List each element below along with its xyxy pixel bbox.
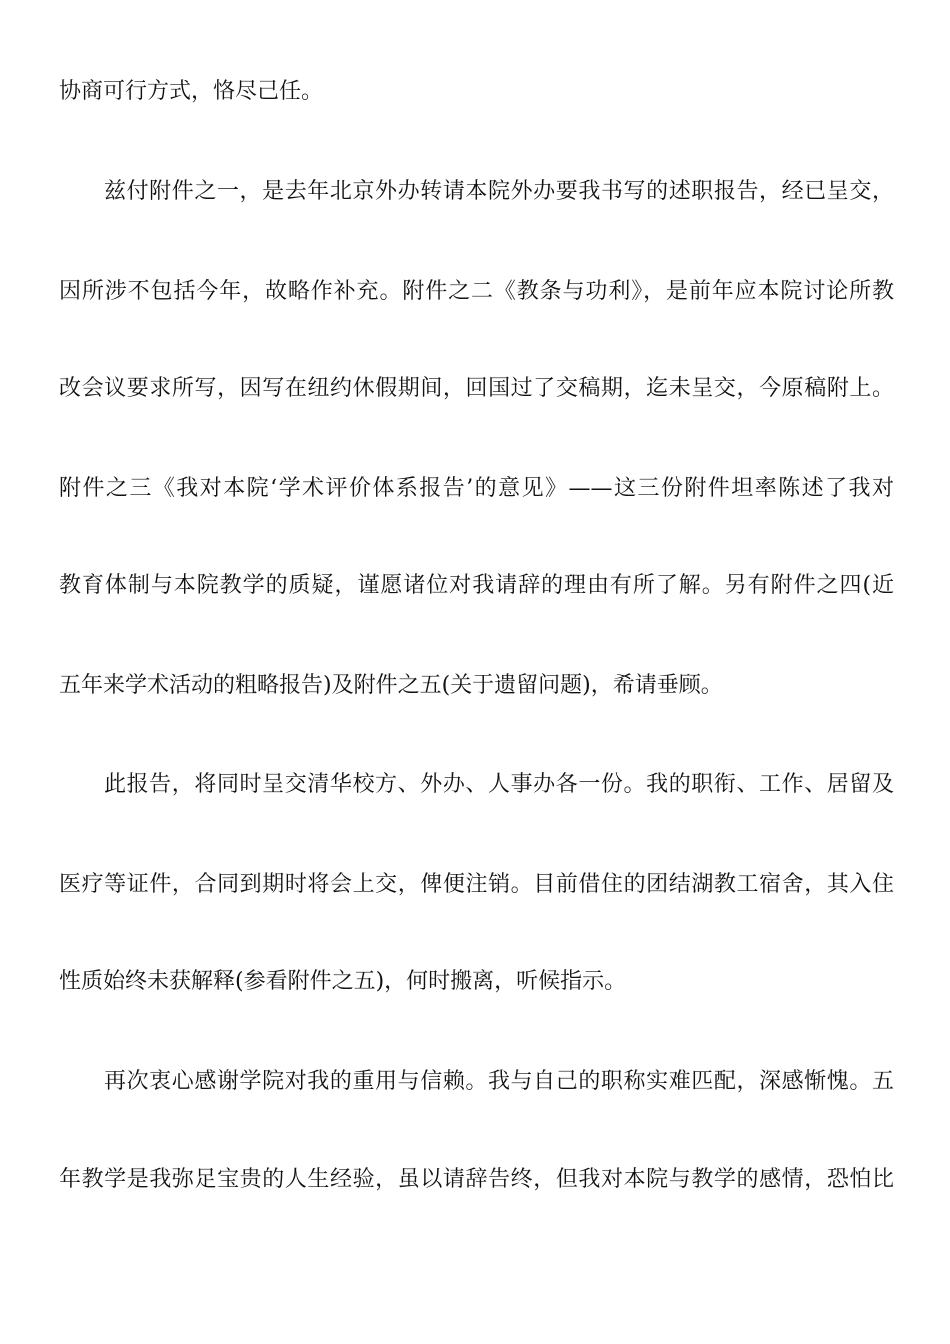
paragraph-3-line-3: 性质始终未获解释(参看附件之五)，何时搬离，听候指示。 [59, 969, 627, 994]
paragraph-2-line-6: 五年来学术活动的粗略报告)及附件之五(关于遗留问题)，希请垂顾。 [59, 673, 723, 698]
paragraph-3-line-2: 医疗等证件，合同到期时将会上交，俾便注销。目前借住的团结湖教工宿舍，其入住 [59, 872, 894, 897]
paragraph-2-line-1: 兹付附件之一，是去年北京外办转请本院外办要我书写的述职报告，经已呈交， [104, 179, 894, 204]
paragraph-3-line-1: 此报告，将同时呈交清华校方、外办、人事办各一份。我的职衔、工作、居留及 [104, 772, 894, 797]
paragraph-2-line-4: 附件之三《我对本院‘学术评价体系报告’的意见》——这三份附件坦率陈述了我对 [59, 476, 894, 501]
paragraph-4-line-1: 再次衷心感谢学院对我的重用与信赖。我与自己的职称实难匹配，深感惭愧。五 [104, 1069, 894, 1094]
paragraph-2-line-3: 改会议要求所写，因写在纽约休假期间，回国过了交稿期，迄未呈交，今原稿附上。 [59, 376, 894, 401]
paragraph-2-line-2: 因所涉不包括今年，故略作补充。附件之二《教条与功利》，是前年应本院讨论所教 [59, 279, 894, 304]
paragraph-2-line-5: 教育体制与本院教学的质疑，谨愿诸位对我请辞的理由有所了解。另有附件之四(近 [59, 573, 894, 598]
paragraph-4-line-2: 年教学是我弥足宝贵的人生经验，虽以请辞告终，但我对本院与教学的感情，恐怕比 [59, 1167, 894, 1192]
paragraph-1-line-1: 协商可行方式，恪尽己任。 [59, 79, 324, 104]
